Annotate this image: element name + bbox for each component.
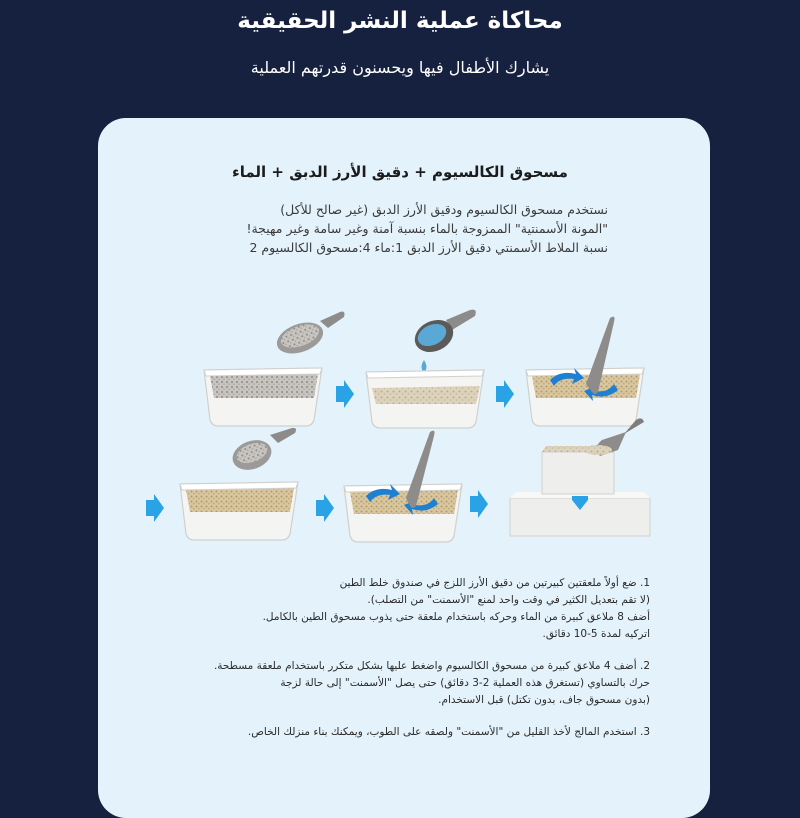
tray-icon [366, 370, 484, 428]
arrow-right-icon [146, 494, 164, 522]
tray-icon [344, 484, 462, 542]
page-title: محاكاة عملية النشر الحقيقية [237, 8, 563, 34]
intro-line: "المونة الأسمنتية" الممزوجة بالماء بنسبة آمنة وغير سامة وغير مهيجة! [246, 221, 608, 236]
step-line: أضف 8 ملاعق كبيرة من الماء وحركه باستخدام ملعقة حتى يذوب مسحوق الطين بالكامل. [262, 611, 650, 623]
step-line: (لا تقم بتعديل الكثير في وقت واحد لمنع "الأسمنت" من التصلب). [367, 594, 650, 606]
arrow-right-icon [336, 380, 354, 408]
intro-text [140, 200, 608, 257]
tray-icon [180, 482, 298, 540]
scoop-icon [273, 312, 345, 360]
arrow-right-icon [496, 380, 514, 408]
arrow-right-icon [470, 490, 488, 518]
card-heading: مسحوق الكالسيوم + دقيق الأرز الدبق + الماء [232, 163, 568, 181]
tray-icon [526, 368, 644, 426]
arrow-right-icon [316, 494, 334, 522]
step-item [140, 724, 650, 741]
steps-list [140, 575, 650, 756]
intro-line: نسبة الملاط الأسمنتي دقيق الأرز الدبق 1:ماء 4:مسحوق الكالسيوم 2 [249, 240, 608, 255]
step-line: 1. ضع أولاً ملعقتين كبيرتين من دقيق الأرز اللزج في صندوق خلط الطين [339, 577, 650, 589]
step-line: حرك بالتساوي (تستغرق هذه العملية 2-3 دقائق) حتى يصل "الأسمنت" إلى حالة لزجة [280, 677, 650, 689]
step-item [140, 658, 650, 709]
page-subtitle: يشارك الأطفال فيها ويحسنون قدرتهم العملية [250, 58, 550, 77]
process-diagram [140, 300, 680, 550]
step-line: (بدون مسحوق جاف، بدون تكتل) قبل الاستخدام. [438, 694, 650, 706]
step-line: 3. استخدم المالج لأخذ القليل من "الأسمنت" ولصقه على الطوب، ويمكنك بناء منزلك الخاص. [247, 726, 650, 738]
step-line: اتركيه لمدة 5-10 دقائق. [542, 628, 650, 640]
scoop-icon [228, 428, 296, 475]
tray-icon [204, 368, 322, 426]
brick-icon [510, 446, 650, 536]
step-line: 2. أضف 4 ملاعق كبيرة من مسحوق الكالسيوم واضغط عليها بشكل متكرر باستخدام ملعقة مسطحة. [213, 660, 650, 672]
step-item [140, 575, 650, 643]
water-scoop-icon [410, 310, 476, 358]
intro-line: نستخدم مسحوق الكالسيوم ودقيق الأرز الدبق (غير صالح للأكل) [280, 202, 608, 217]
